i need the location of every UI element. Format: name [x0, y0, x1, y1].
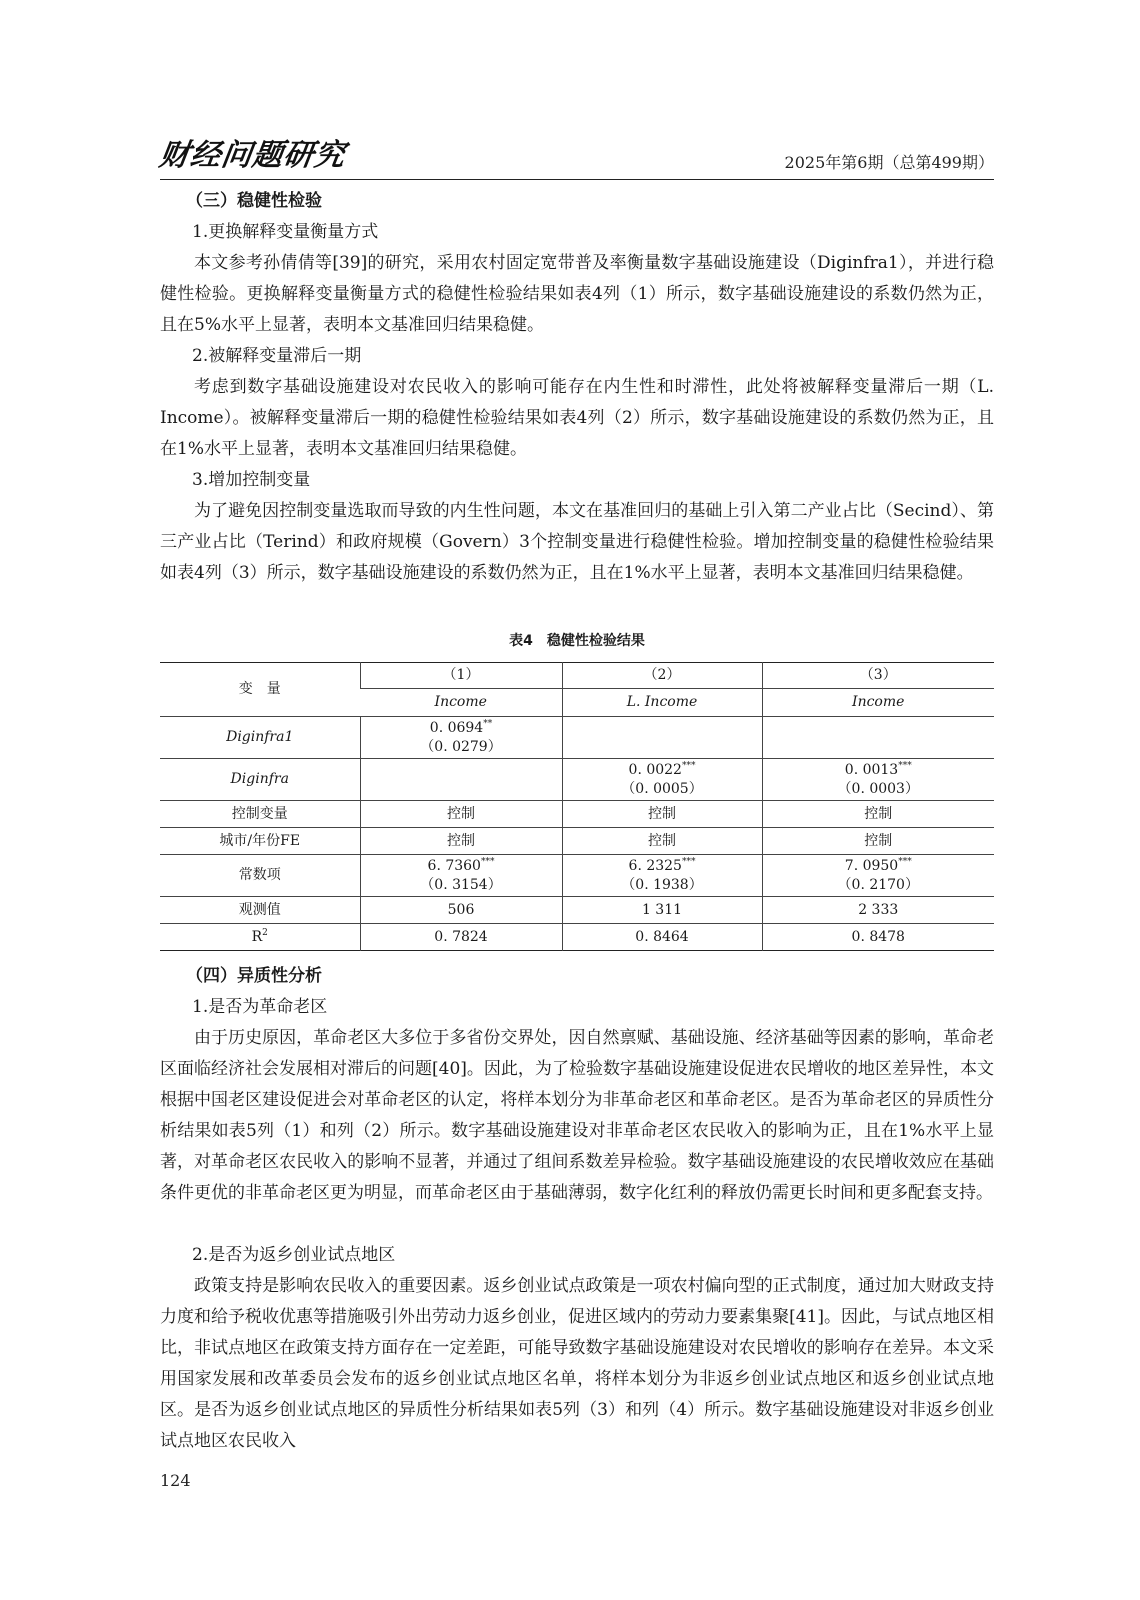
- table-cell: 0. 7824: [360, 924, 562, 951]
- significance-stars: ***: [480, 856, 495, 867]
- row-label: Diginfra1: [160, 717, 360, 759]
- dependent-variable: Income: [360, 689, 562, 717]
- table-cell: 控制: [360, 801, 562, 828]
- standard-error: （0. 1938）: [621, 876, 703, 893]
- table-row: [160, 717, 994, 759]
- significance-stars: ***: [681, 760, 696, 771]
- table-cell: 506: [360, 897, 562, 924]
- results-table: [160, 662, 994, 951]
- table-row: [160, 897, 994, 924]
- standard-error: （0. 0005）: [621, 780, 703, 797]
- row-label: 常数项: [160, 855, 360, 897]
- table-cell: 控制: [762, 828, 994, 855]
- significance-stars: ***: [681, 856, 696, 867]
- table-cell: [360, 717, 562, 759]
- paragraph-text: 考虑到数字基础设施建设对农民收入的影响可能存在内生性和时滞性，此处将被解释变量滞后一期（L. Income）。被解释变量滞后一期的稳健性检验结果如表4列（2）所示，数字基础设施建设的系数仍然为正，且在1%水平上显著，表明本文基准回归结果稳健。: [160, 377, 994, 459]
- table-cell: [360, 855, 562, 897]
- table-cell: 控制: [360, 828, 562, 855]
- table-cell: [562, 717, 762, 759]
- dependent-variable: Income: [762, 689, 994, 717]
- coefficient: 6. 2325: [628, 857, 682, 874]
- table-cell: [762, 759, 994, 801]
- row-label: 观测值: [160, 897, 360, 924]
- table-caption: [160, 620, 994, 662]
- paragraph-text: 由于历史原因，革命老区大多位于多省份交界处，因自然禀赋、基础设施、经济基础等因素的影响，革命老区面临经济社会发展相对滞后的问题[40]。因此，为了检验数字基础设施建设促进农民增收的地区差异性，本文根据中国老区建设促进会对革命老区的认定，将样本划分为非革命老区和革命老区。是否为革命老区的异质性分析结果如表5列（1）和列（2）所示。数字基础设施建设对非革命老区农民收入的影响为正，且在1%水平上显著，对革命老区农民收入的影响不显著，并通过了组间系数差异检验。数字基础设施建设的农民增收效应在基础条件更优的非革命老区更为明显，而革命老区由于基础薄弱，数字化红利的释放仍需更长时间和更多配套支持。: [160, 1028, 994, 1203]
- standard-error: （0. 3154）: [420, 876, 502, 893]
- column-header: （2）: [562, 663, 762, 689]
- row-label: 城市/年份FE: [160, 828, 360, 855]
- significance-stars: **: [483, 718, 493, 729]
- table-cell: [360, 759, 562, 801]
- table-row: [160, 855, 994, 897]
- paragraph: [160, 372, 994, 465]
- paragraph-text: 政策支持是影响农民收入的重要因素。返乡创业试点政策是一项农村偏向型的正式制度，通过加大财政支持力度和给予税收优惠等措施吸引外出劳动力返乡创业，促进区域内的劳动力要素集聚[41]。因此，与试点地区相比，非试点地区在政策支持方面存在一定差距，可能导致数字基础设施建设对农民增收的影响存在差异。本文采用国家发展和改革委员会发布的返乡创业试点地区名单，将样本划分为非返乡创业试点地区和返乡创业试点地区。是否为返乡创业试点地区的异质性分析结果如表5列（3）和列（4）所示。数字基础设施建设对非返乡创业试点地区农民收入: [160, 1276, 994, 1451]
- table-cell: 0. 8464: [562, 924, 762, 951]
- coefficient: 0. 0013: [844, 761, 899, 778]
- dependent-variable: L. Income: [562, 689, 762, 717]
- table-header-row: [160, 663, 994, 689]
- table-row: [160, 924, 994, 951]
- paragraph: [160, 496, 994, 620]
- article-body: [160, 186, 994, 1457]
- subsection-heading: 2.是否为返乡创业试点地区: [192, 1245, 396, 1265]
- paragraph-text: 为了避免因控制变量选取而导致的内生性问题，本文在基准回归的基础上引入第二产业占比（Secind）、第三产业占比（Terind）和政府规模（Govern）3个控制变量进行稳健性检验。增加控制变量的稳健性检验结果如表4列（3）所示，数字基础设施建设的系数仍然为正，且在1%水平上显著，表明本文基准回归结果稳健。: [160, 501, 994, 583]
- table-cell: 控制: [562, 801, 762, 828]
- table-cell: [762, 855, 994, 897]
- subsection-heading: 1.是否为革命老区: [192, 997, 328, 1017]
- r2-label: R: [251, 928, 263, 945]
- coefficient: 0. 0022: [628, 761, 682, 778]
- table-cell: 1 311: [562, 897, 762, 924]
- table-cell: 控制: [562, 828, 762, 855]
- row-label: 控制变量: [160, 801, 360, 828]
- column-header: （3）: [762, 663, 994, 689]
- paragraph: [160, 1023, 994, 1240]
- paragraph-text: 本文参考孙倩倩等[39]的研究，采用农村固定宽带普及率衡量数字基础设施建设（Diginfra1），并进行稳健性检验。更换解释变量衡量方式的稳健性检验结果如表4列（1）所示，数字基础设施建设的系数仍然为正，且在5%水平上显著，表明本文基准回归结果稳健。: [160, 253, 994, 335]
- journal-logo: 财经问题研究: [157, 138, 348, 173]
- table-row: [160, 828, 994, 855]
- table-title: 稳健性检验结果: [546, 633, 645, 649]
- table-cell: [762, 717, 994, 759]
- row-label: [160, 924, 360, 951]
- coefficient: 0. 0694: [429, 719, 484, 736]
- section-heading-robustness: （三）稳健性检验: [186, 191, 322, 211]
- subsection-heading: 3.增加控制变量: [192, 470, 311, 490]
- table-number: 表4: [509, 633, 533, 649]
- paragraph: [160, 248, 994, 341]
- table-cell: 0. 8478: [762, 924, 994, 951]
- page-header: [157, 138, 994, 180]
- table-row: [160, 759, 994, 801]
- subsection-heading: 2.被解释变量滞后一期: [192, 346, 362, 366]
- variable-header: 变 量: [238, 681, 281, 697]
- significance-stars: ***: [898, 760, 912, 771]
- r2-superscript: 2: [262, 927, 268, 938]
- table-cell: [562, 759, 762, 801]
- paragraph: [160, 1271, 994, 1457]
- page-number: 124: [160, 1471, 191, 1490]
- section-heading-heterogeneity: （四）异质性分析: [186, 966, 322, 986]
- standard-error: （0. 0003）: [837, 780, 919, 797]
- significance-stars: ***: [898, 856, 912, 867]
- column-header: （1）: [360, 663, 562, 689]
- issue-info: 2025年第6期（总第499期）: [784, 153, 994, 172]
- standard-error: （0. 0279）: [420, 738, 502, 755]
- row-label: Diginfra: [160, 759, 360, 801]
- subsection-heading: 1.更换解释变量衡量方式: [192, 222, 379, 242]
- coefficient: 7. 0950: [844, 857, 899, 874]
- table-cell: 控制: [762, 801, 994, 828]
- standard-error: （0. 2170）: [837, 876, 919, 893]
- coefficient: 6. 7360: [427, 857, 481, 874]
- table-cell: 2 333: [762, 897, 994, 924]
- table-row: [160, 801, 994, 828]
- table-cell: [562, 855, 762, 897]
